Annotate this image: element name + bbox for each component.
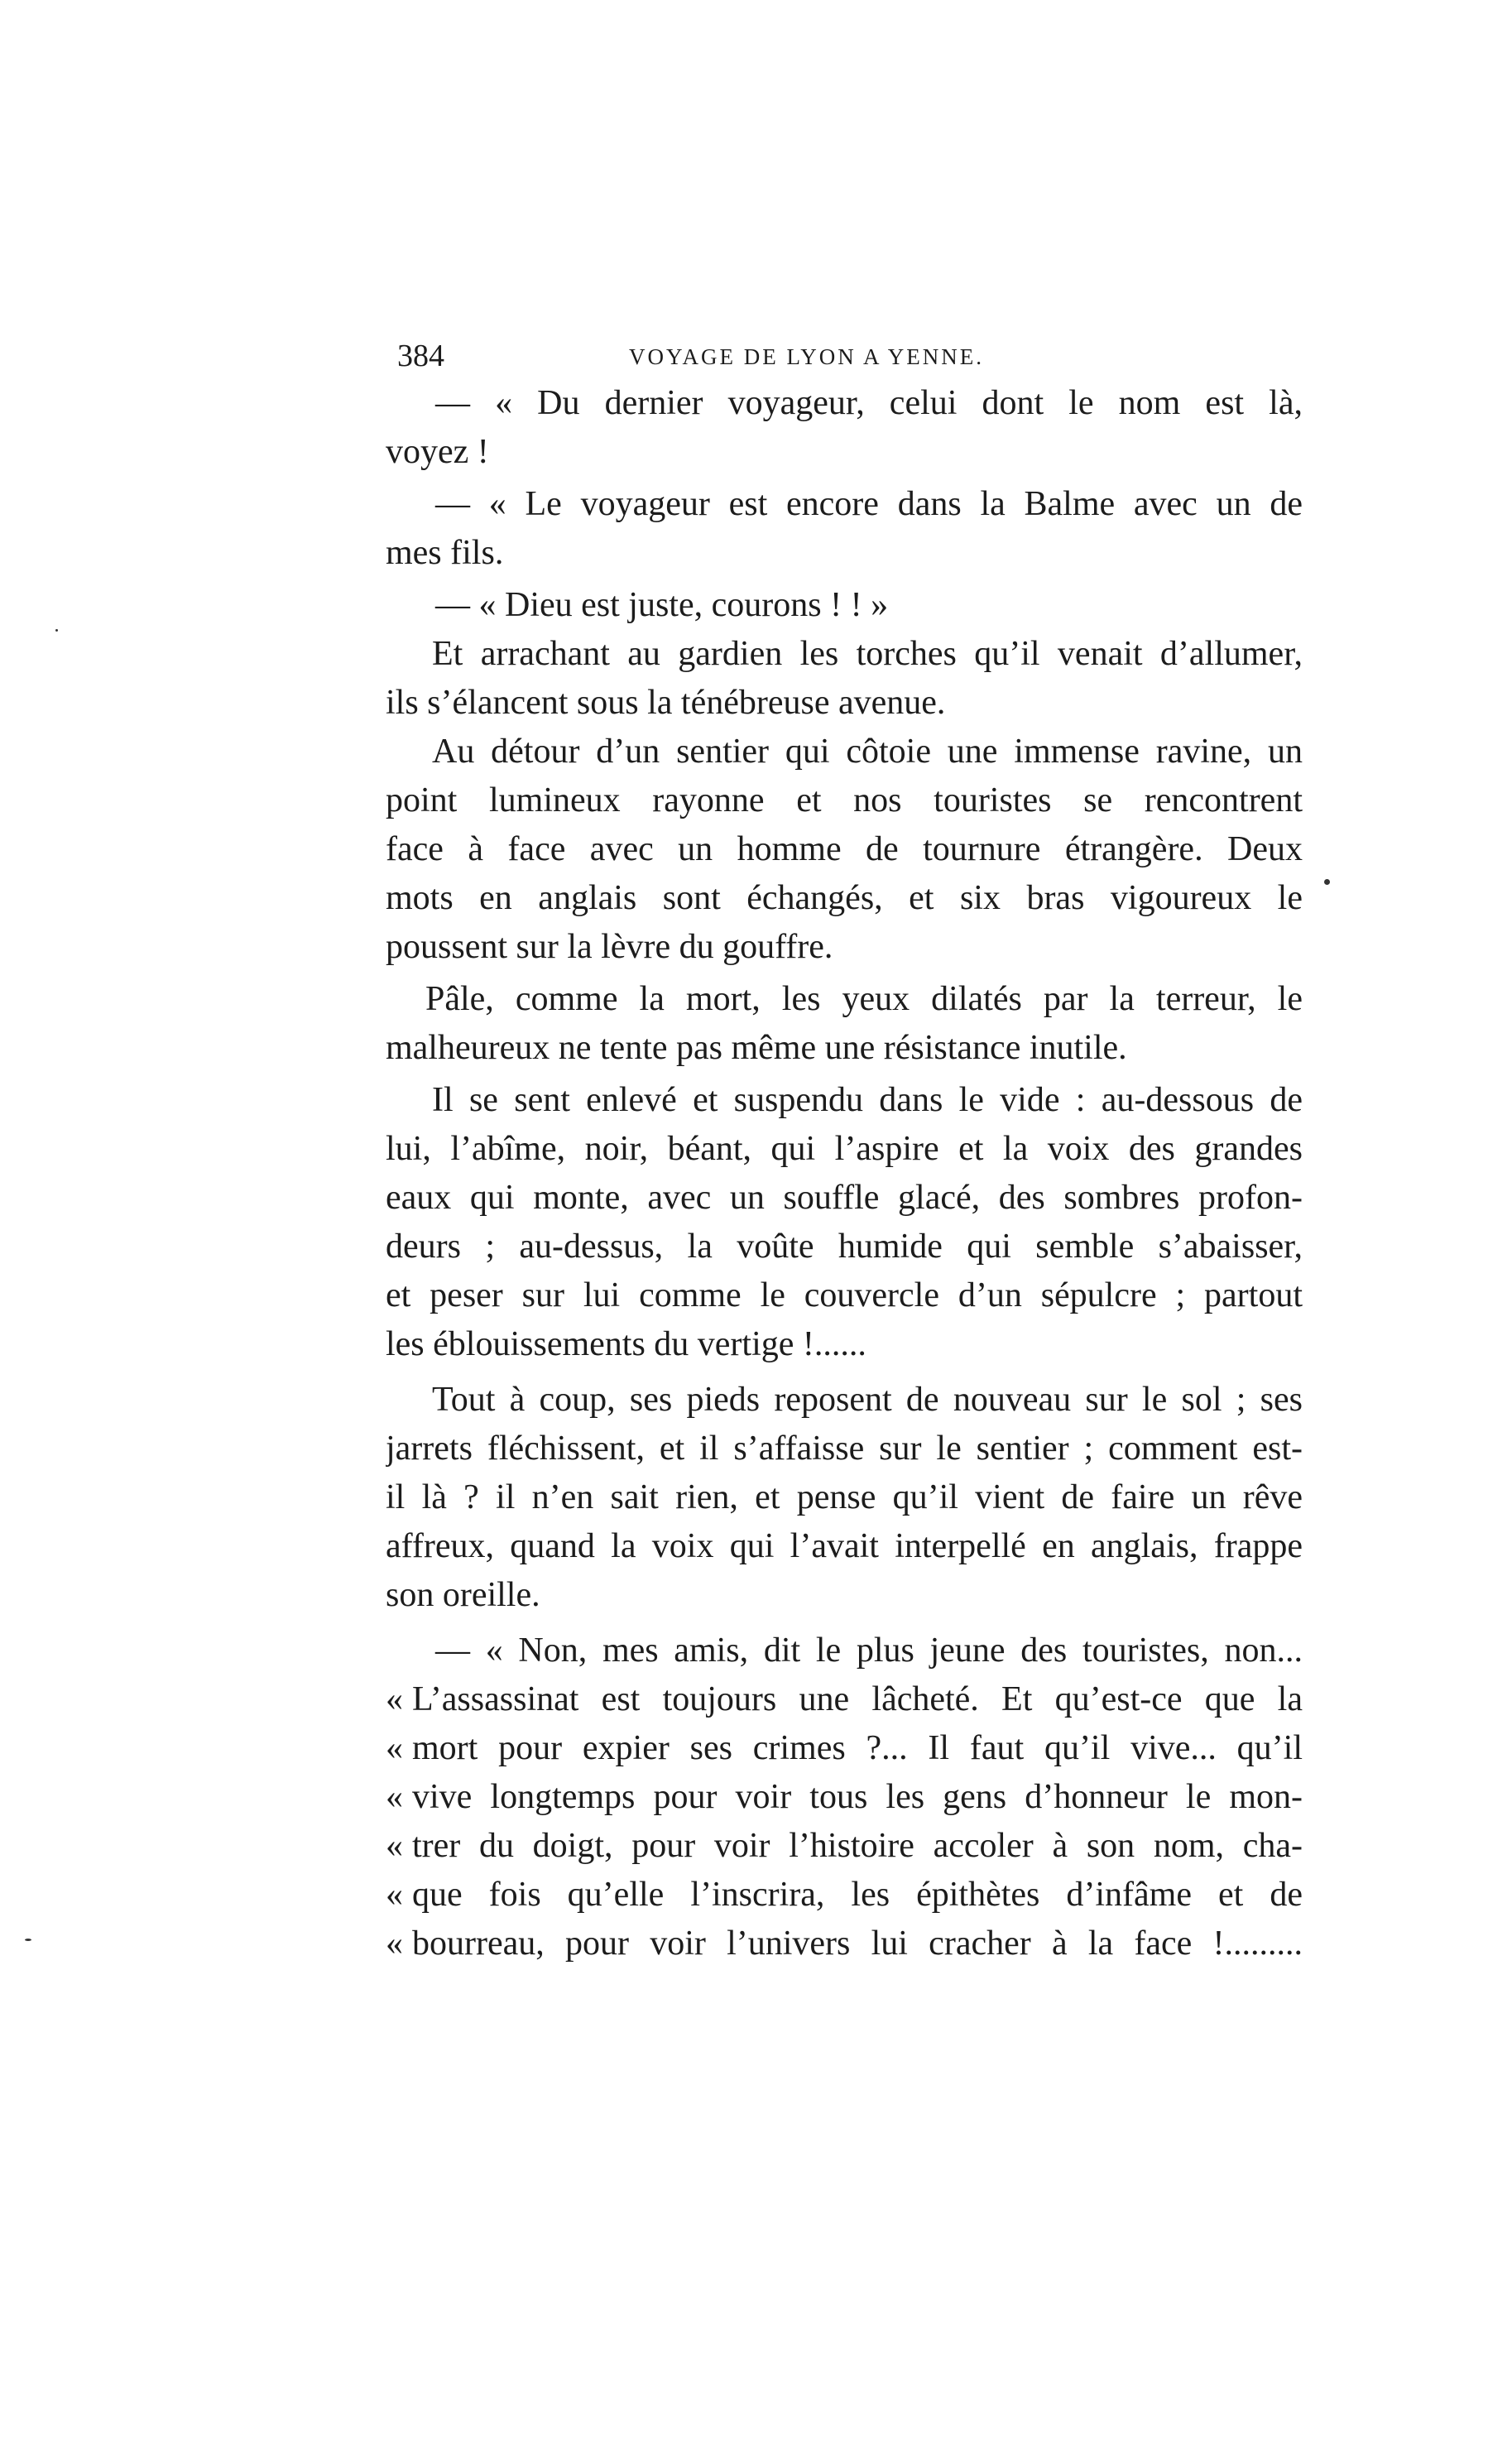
text-line: Tout à coup, ses pieds reposent de nouveau sur le sol ; ses <box>432 1381 1303 1419</box>
text-line: — « Le voyageur est encore dans la Balme avec un de <box>435 485 1303 523</box>
text-line: — « Non, mes amis, dit le plus jeune des touristes, non... <box>435 1631 1303 1670</box>
quoted-line <box>386 1871 1303 1920</box>
text-line: mes fils. <box>386 534 504 572</box>
text-line: les éblouissements du vertige !...... <box>386 1325 866 1363</box>
quote-mark: « <box>386 1876 403 1914</box>
text-line: point lumineux rayonne et nos touristes se rencontrent <box>386 781 1303 819</box>
text-line: son oreille. <box>386 1576 540 1614</box>
quoted-line <box>386 1724 1303 1773</box>
text-line: affreux, quand la voix qui l’avait interpellé en anglais, frappe <box>386 1527 1303 1565</box>
text-line: Au détour d’un sentier qui côtoie une immense ravine, un <box>432 733 1303 771</box>
quote-mark: « <box>386 1778 403 1816</box>
quoted-line <box>386 1920 1303 1968</box>
text-line: L’assassinat est toujours une lâcheté. Et qu’est-ce que la <box>412 1680 1303 1718</box>
text-line: deurs ; au-dessus, la voûte humide qui semble s’abaisser, <box>386 1228 1303 1266</box>
page-number: 384 <box>397 339 444 373</box>
text-line: lui, l’abîme, noir, béant, qui l’aspire et la voix des grandes <box>386 1130 1303 1168</box>
body-text <box>386 379 1303 1968</box>
text-line: voyez ! <box>386 433 489 471</box>
text-line: eaux qui monte, avec un souffle glacé, des sombres profon- <box>386 1179 1303 1217</box>
text-line: Pâle, comme la mort, les yeux dilatés par la terreur, le <box>425 980 1303 1018</box>
quote-mark: « <box>386 1924 403 1963</box>
text-line: jarrets fléchissent, et il s’affaisse sur le sentier ; comment est- <box>386 1430 1303 1468</box>
page-header <box>397 331 1308 381</box>
text-line: trer du doigt, pour voir l’histoire accoler à son nom, cha- <box>412 1827 1303 1865</box>
scan-speck <box>25 1939 31 1941</box>
quote-mark: « <box>386 1680 403 1718</box>
quoted-line <box>386 1822 1303 1871</box>
text-line: face à face avec un homme de tournure étrangère. Deux <box>386 830 1303 868</box>
scan-speck <box>55 629 58 632</box>
quoted-line <box>386 1773 1303 1822</box>
text-line: — « Du dernier voyageur, celui dont le nom est là, <box>435 384 1303 422</box>
text-line: ils s’élancent sous la ténébreuse avenue. <box>386 684 946 722</box>
scan-speck <box>1324 879 1330 885</box>
text-line: et peser sur lui comme le couvercle d’un sépulcre ; partout <box>386 1276 1303 1314</box>
quote-mark: « <box>386 1729 403 1767</box>
text-line: vive longtemps pour voir tous les gens d’honneur le mon- <box>412 1778 1303 1816</box>
text-line: Et arrachant au gardien les torches qu’il venait d’allumer, <box>432 635 1303 673</box>
running-head: VOYAGE DE LYON A YENNE. <box>629 344 985 369</box>
text-line: — « Dieu est juste, courons ! ! » <box>435 586 889 624</box>
text-line: bourreau, pour voir l’univers lui cracher à la face !......... <box>412 1924 1303 1963</box>
text-line: malheureux ne tente pas même une résistance inutile. <box>386 1029 1127 1067</box>
text-line: que fois qu’elle l’inscrira, les épithètes d’infâme et de <box>412 1876 1303 1914</box>
text-line: mots en anglais sont échangés, et six bras vigoureux le <box>386 879 1303 917</box>
quoted-line <box>386 1675 1303 1724</box>
text-line: Il se sent enlevé et suspendu dans le vide : au-dessous de <box>432 1081 1303 1119</box>
quote-mark: « <box>386 1827 403 1865</box>
text-line: poussent sur la lèvre du gouffre. <box>386 928 833 966</box>
text-line: il là ? il n’en sait rien, et pense qu’il vient de faire un rêve <box>386 1478 1303 1516</box>
text-line: mort pour expier ses crimes ?... Il faut qu’il vive... qu’il <box>412 1729 1303 1767</box>
